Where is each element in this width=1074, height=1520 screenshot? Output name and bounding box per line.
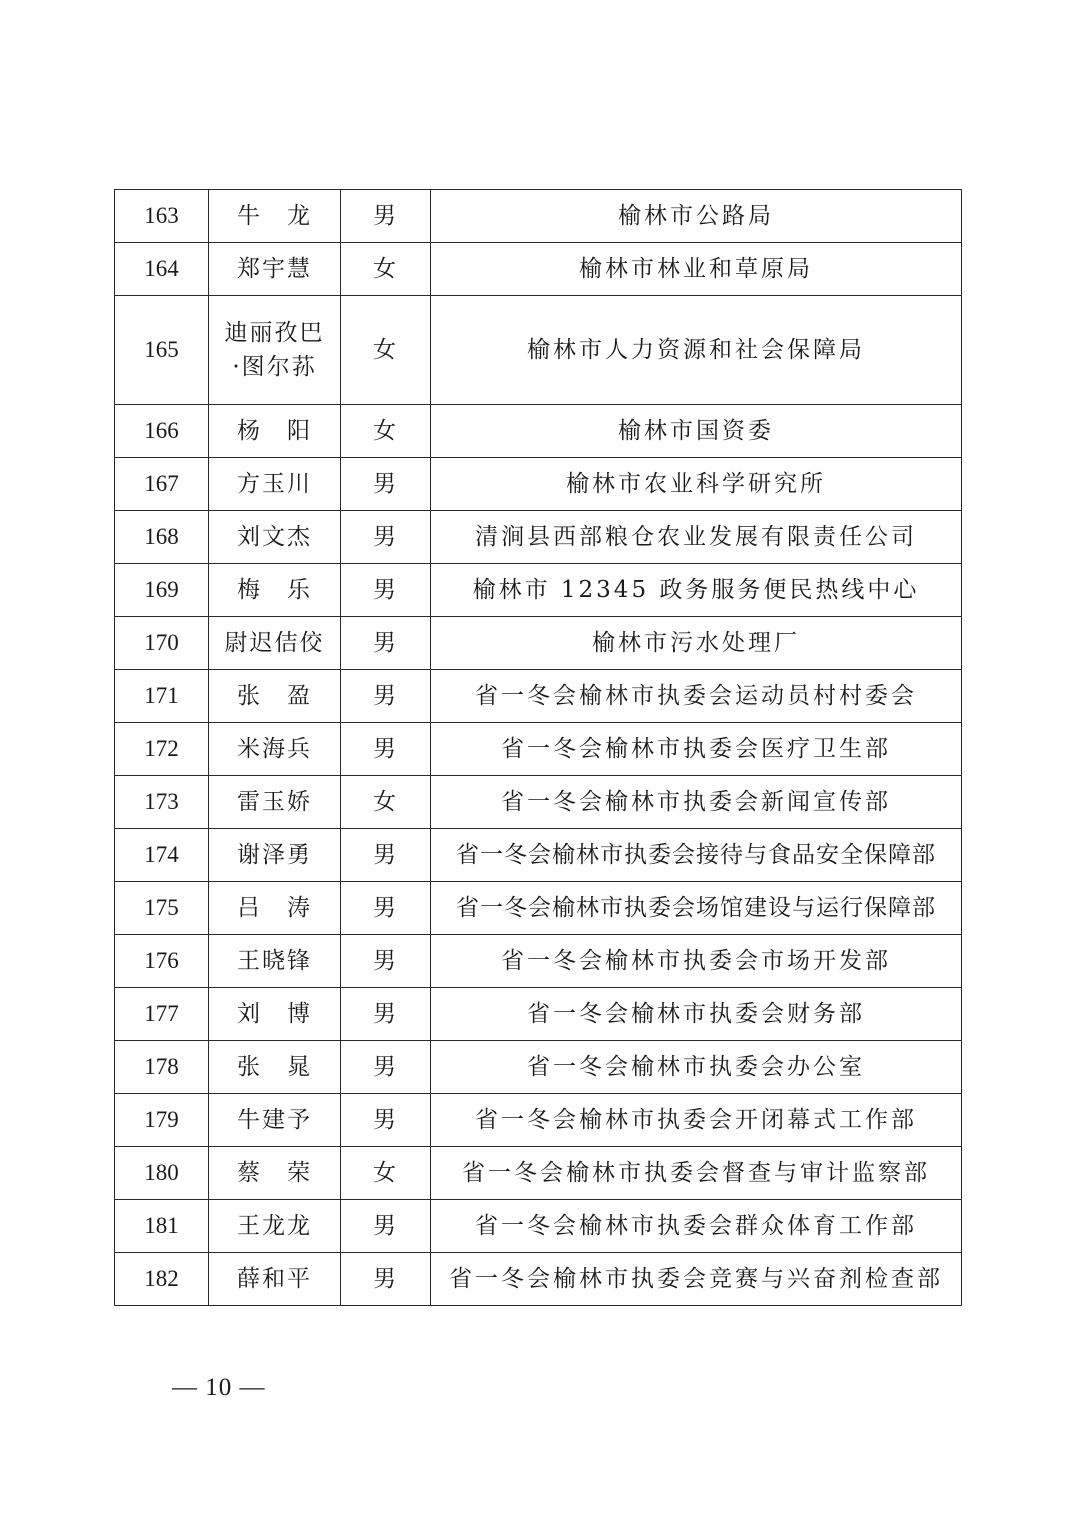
- row-number: 175: [115, 882, 209, 935]
- page-number: — 10 —: [172, 1374, 266, 1401]
- work-unit: 省一冬会榆林市执委会办公室: [431, 1041, 962, 1094]
- table-row: [115, 296, 962, 405]
- row-number: 181: [115, 1200, 209, 1253]
- person-name: 吕 涛: [209, 882, 341, 935]
- person-name: 王龙龙: [209, 1200, 341, 1253]
- table-row: [115, 405, 962, 458]
- row-number: 169: [115, 564, 209, 617]
- person-name: 方玉川: [209, 458, 341, 511]
- gender: 男: [341, 564, 431, 617]
- work-unit: 省一冬会榆林市执委会场馆建设与运行保障部: [431, 882, 962, 935]
- table-row: [115, 1041, 962, 1094]
- gender: 男: [341, 617, 431, 670]
- row-number: 173: [115, 776, 209, 829]
- roster-table-body: [115, 190, 962, 1306]
- table-row: [115, 776, 962, 829]
- row-number: 182: [115, 1253, 209, 1306]
- row-number: 165: [115, 296, 209, 405]
- row-number: 180: [115, 1147, 209, 1200]
- gender: 男: [341, 670, 431, 723]
- work-unit: 榆林市公路局: [431, 190, 962, 243]
- gender: 男: [341, 723, 431, 776]
- row-number: 176: [115, 935, 209, 988]
- row-number: 172: [115, 723, 209, 776]
- work-unit: 榆林市 12345 政务服务便民热线中心: [431, 564, 962, 617]
- person-name: 尉迟佶佼: [209, 617, 341, 670]
- gender: 男: [341, 1041, 431, 1094]
- work-unit: 省一冬会榆林市执委会开闭幕式工作部: [431, 1094, 962, 1147]
- person-name: 牛 龙: [209, 190, 341, 243]
- person-name: 雷玉娇: [209, 776, 341, 829]
- work-unit: 省一冬会榆林市执委会运动员村村委会: [431, 670, 962, 723]
- gender: 男: [341, 1094, 431, 1147]
- work-unit: 榆林市人力资源和社会保障局: [431, 296, 962, 405]
- table-row: [115, 1094, 962, 1147]
- gender: 女: [341, 1147, 431, 1200]
- table-row: [115, 988, 962, 1041]
- table-row: [115, 458, 962, 511]
- gender: 男: [341, 458, 431, 511]
- row-number: 174: [115, 829, 209, 882]
- gender: 女: [341, 776, 431, 829]
- row-number: 167: [115, 458, 209, 511]
- person-name: 刘文杰: [209, 511, 341, 564]
- row-number: 179: [115, 1094, 209, 1147]
- person-name: 迪丽孜巴·图尔荪: [209, 296, 341, 405]
- person-name: 杨 阳: [209, 405, 341, 458]
- work-unit: 榆林市污水处理厂: [431, 617, 962, 670]
- person-name: 王晓锋: [209, 935, 341, 988]
- gender: 男: [341, 829, 431, 882]
- work-unit: 榆林市林业和草原局: [431, 243, 962, 296]
- row-number: 163: [115, 190, 209, 243]
- gender: 男: [341, 988, 431, 1041]
- work-unit: 省一冬会榆林市执委会医疗卫生部: [431, 723, 962, 776]
- table-row: [115, 670, 962, 723]
- person-name: 蔡 荣: [209, 1147, 341, 1200]
- roster-table: [114, 189, 962, 1306]
- row-number: 166: [115, 405, 209, 458]
- gender: 男: [341, 511, 431, 564]
- row-number: 178: [115, 1041, 209, 1094]
- work-unit: 省一冬会榆林市执委会群众体育工作部: [431, 1200, 962, 1253]
- work-unit: 榆林市国资委: [431, 405, 962, 458]
- gender: 女: [341, 296, 431, 405]
- person-name: 梅 乐: [209, 564, 341, 617]
- gender: 女: [341, 405, 431, 458]
- person-name: 米海兵: [209, 723, 341, 776]
- gender: 男: [341, 1253, 431, 1306]
- work-unit: 省一冬会榆林市执委会新闻宣传部: [431, 776, 962, 829]
- work-unit: 省一冬会榆林市执委会竞赛与兴奋剂检查部: [431, 1253, 962, 1306]
- gender: 男: [341, 1200, 431, 1253]
- row-number: 171: [115, 670, 209, 723]
- table-row: [115, 1200, 962, 1253]
- row-number: 170: [115, 617, 209, 670]
- table-row: [115, 243, 962, 296]
- table-row: [115, 829, 962, 882]
- table-row: [115, 617, 962, 670]
- person-name: 薛和平: [209, 1253, 341, 1306]
- gender: 男: [341, 935, 431, 988]
- table-row: [115, 882, 962, 935]
- gender: 男: [341, 190, 431, 243]
- gender: 女: [341, 243, 431, 296]
- work-unit: 省一冬会榆林市执委会市场开发部: [431, 935, 962, 988]
- person-name: 谢泽勇: [209, 829, 341, 882]
- work-unit: 省一冬会榆林市执委会财务部: [431, 988, 962, 1041]
- table-row: [115, 935, 962, 988]
- table-row: [115, 1253, 962, 1306]
- person-name: 牛建予: [209, 1094, 341, 1147]
- table-row: [115, 190, 962, 243]
- row-number: 168: [115, 511, 209, 564]
- gender: 男: [341, 882, 431, 935]
- person-name: 郑宇慧: [209, 243, 341, 296]
- person-name: 张 盈: [209, 670, 341, 723]
- table-row: [115, 1147, 962, 1200]
- person-name: 刘 博: [209, 988, 341, 1041]
- work-unit: 榆林市农业科学研究所: [431, 458, 962, 511]
- work-unit: 清涧县西部粮仓农业发展有限责任公司: [431, 511, 962, 564]
- person-name: 张 晁: [209, 1041, 341, 1094]
- work-unit: 省一冬会榆林市执委会接待与食品安全保障部: [431, 829, 962, 882]
- row-number: 164: [115, 243, 209, 296]
- work-unit: 省一冬会榆林市执委会督查与审计监察部: [431, 1147, 962, 1200]
- table-row: [115, 564, 962, 617]
- table-row: [115, 511, 962, 564]
- table-row: [115, 723, 962, 776]
- row-number: 177: [115, 988, 209, 1041]
